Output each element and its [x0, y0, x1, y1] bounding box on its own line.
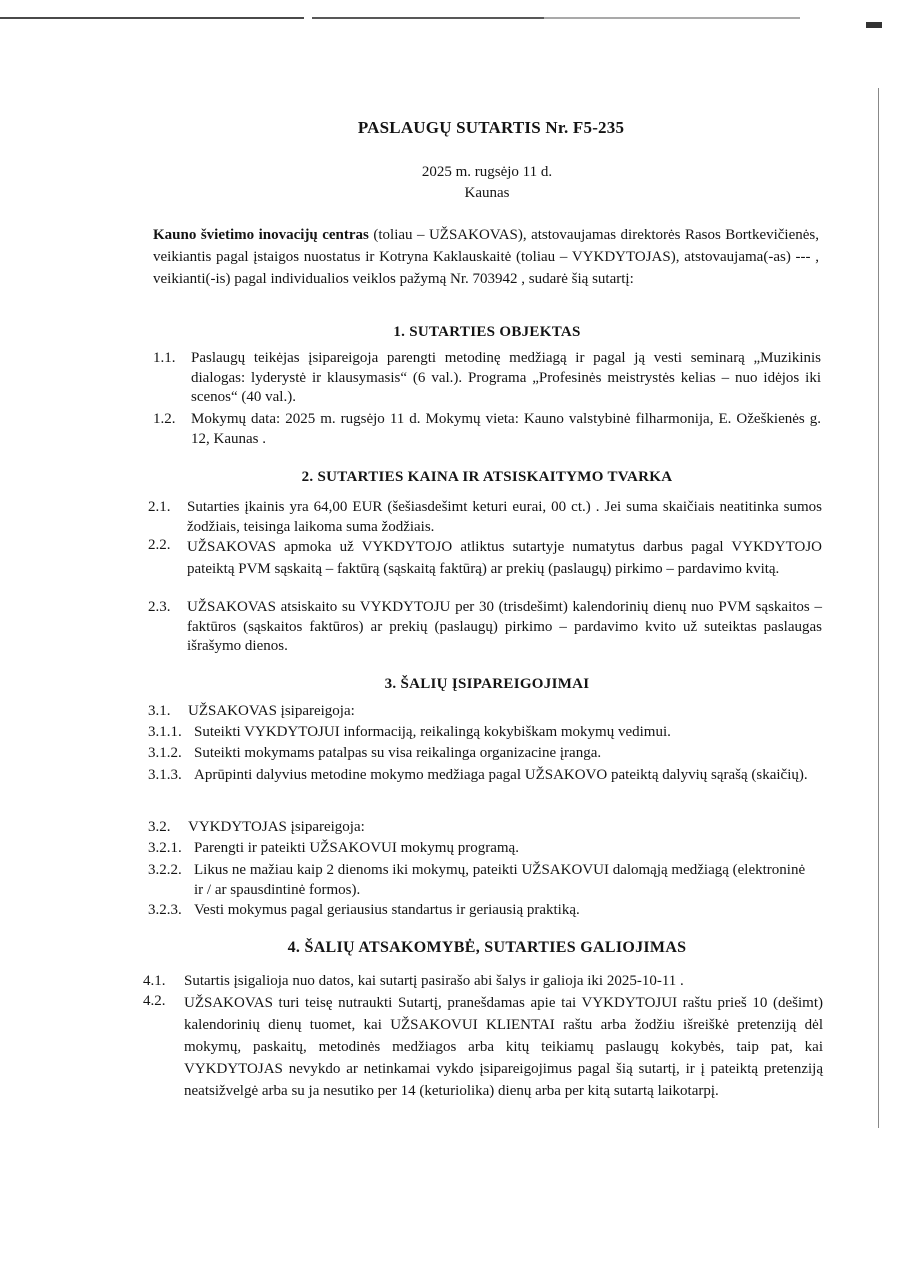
clause-text: Sutartis įsigalioja nuo datos, kai sutartį pasirašo abi šalys ir galioja iki 2025-10-11 .	[184, 973, 684, 989]
clause-3-2-2	[148, 861, 808, 901]
clause-3-1	[148, 702, 808, 722]
clause-4-1	[143, 972, 823, 992]
clause-text: Parengti ir pateikti UŽSAKOVUI mokymų programą.	[194, 840, 519, 856]
clause-number: 3.2.1.	[148, 840, 182, 856]
clause-text: Suteikti VYKDYTOJUI informaciją, reikalingą kokybiškam mokymų vedimui.	[194, 724, 671, 740]
clause-3-2-3	[148, 901, 808, 921]
clause-number: 3.2.2.	[148, 862, 182, 878]
clause-3-1-1	[148, 723, 808, 743]
clause-2-3	[148, 598, 822, 658]
clause-text: Likus ne mažiau kaip 2 dienoms iki mokymų, pateikti UŽSAKOVUI dalomąją medžiagą (elektroninė ir / ar spausdintinė formos).	[194, 862, 806, 898]
section-heading-4: 4. ŠALIŲ ATSAKOMYBĖ, SUTARTIES GALIOJIMAS	[287, 939, 687, 956]
clause-1-1	[153, 349, 821, 411]
clause-text: UŽSAKOVAS atsiskaito su VYKDYTOJU per 30 (trisdešimt) kalendorinių dienų nuo PVM sąskaitos – faktūros (sąskaitos faktūros) ar prekių (paslaugų) pirkimo – pardavimo kvito už suteiktas paslaugas išrašymo dienos.	[187, 599, 822, 654]
section-heading-3: 3. ŠALIŲ ĮSIPAREIGOJIMAI	[384, 676, 590, 692]
clause-number: 3.1.2.	[148, 745, 182, 761]
organization-name: Kauno švietimo inovacijų centras	[153, 227, 369, 243]
clause-3-1-3	[148, 766, 808, 806]
intro-text: (toliau – UŽSAKOVAS), atstovaujamas direktorės Rasos Bortkevičienės, veikiantis pagal įstaigos nuostatus ir Kotryna Kaklauskaitė (toliau – VYKDYTOJAS), atstovaujama(-as) --- , veikianti(-is) pagal individualios veiklos pažymą Nr. 703942 , sudarė šią sutartį:	[153, 227, 819, 287]
clause-number: 3.2.3.	[148, 902, 182, 918]
clause-text: VYKDYTOJAS įsipareigoja:	[188, 819, 365, 835]
clause-text: Mokymų data: 2025 m. rugsėjo 11 d. Mokymų vieta: Kauno valstybinė filharmonija, E. Ožeškienės g. 12, Kaunas .	[191, 411, 821, 447]
clause-number: 3.1.3.	[148, 767, 182, 783]
clause-1-2	[153, 410, 821, 450]
clause-number: 2.3.	[148, 599, 171, 615]
clause-2-2	[148, 536, 822, 602]
clause-3-2	[148, 818, 808, 838]
section-heading-2: 2. SUTARTIES KAINA IR ATSISKAITYMO TVARKA	[301, 469, 673, 485]
clause-3-2-1	[148, 839, 808, 859]
clause-text: UŽSAKOVAS apmoka už VYKDYTOJO atliktus sutartyje numatytus darbus pagal VYKDYTOJO pateiktą PVM sąskaitą – faktūrą (sąskaitą faktūrą) ar prekių (paslaugų) pirkimo – pardavimo kvitą.	[187, 539, 822, 577]
contract-date: 2025 m. rugsėjo 11 d.	[421, 164, 553, 180]
scan-border-top	[0, 17, 800, 19]
clause-number: 4.1.	[143, 973, 166, 989]
clause-number: 4.2.	[143, 993, 166, 1009]
clause-number: 1.1.	[153, 350, 176, 366]
clause-number: 3.1.	[148, 703, 171, 719]
clause-2-1	[148, 498, 822, 538]
clause-number: 2.1.	[148, 499, 171, 515]
clause-text: UŽSAKOVAS įsipareigoja:	[188, 703, 355, 719]
clause-number: 1.2.	[153, 411, 176, 427]
section-heading-1: 1. SUTARTIES OBJEKTAS	[393, 324, 581, 340]
document-title: PASLAUGŲ SUTARTIS Nr. F5-235	[357, 118, 625, 137]
clause-text: Sutarties įkainis yra 64,00 EUR (šešiasdešimt keturi eurai, 00 ct.) . Jei suma skaičiais neatitinka sumos žodžiais, teisinga laikoma suma žodžiais.	[187, 499, 822, 535]
clause-text: Paslaugų teikėjas įsipareigoja parengti metodinę medžiagą ir pagal ją vesti seminarą „Muzikinis dialogas: lyderystė ir klausymasis“ (6 val.). Programa „Profesinės meistrystės kelias – nuo idėjos iki scenos“ (40 val.).	[191, 350, 821, 405]
clause-3-1-2	[148, 744, 808, 764]
contract-place: Kaunas	[464, 185, 510, 201]
clause-text: UŽSAKOVAS turi teisę nutraukti Sutartį, pranešdamas apie tai VYKDYTOJUI raštu prieš 10 (dešimt) kalendorinių dienų tuomet, kai UŽSAKOVUI KLIENTAI raštu arba žodžiu išreiškė pretenziją dėl mokymų, paskaitų, metodinės medžiagos arba kitų teikiamų paslaugų kokybės, taip pat, kai VYKDYTOJAS nevykdo ar netinkamai vykdo įsipareigojimus pagal šią sutartį, ir į pateiktą pretenziją neatsižvelgė arba su ja nesutiko per 14 (keturiolika) dienų arba per kitą sutartą laikotarpį.	[184, 995, 823, 1099]
clause-text: Vesti mokymus pagal geriausius standartus ir geriausią praktiką.	[194, 902, 580, 918]
clause-4-2	[143, 992, 823, 1127]
intro-paragraph	[153, 224, 819, 290]
clause-number: 3.2.	[148, 819, 171, 835]
clause-text: Aprūpinti dalyvius metodine mokymo medžiaga pagal UŽSAKOVO pateiktą dalyvių sąrašą (skaičių).	[194, 767, 808, 783]
scan-mark	[866, 22, 882, 28]
scan-border-right	[878, 88, 879, 1128]
clause-text: Suteikti mokymams patalpas su visa reikalinga organizacine įranga.	[194, 745, 602, 761]
clause-number: 3.1.1.	[148, 724, 182, 740]
clause-number: 2.2.	[148, 537, 171, 553]
